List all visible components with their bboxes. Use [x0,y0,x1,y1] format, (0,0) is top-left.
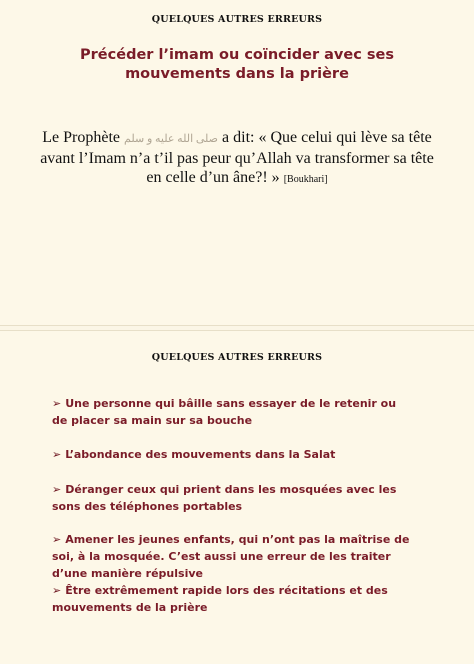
quote-body: a dit: « Que celui qui lève sa tête avant l’Imam n’a t’il pas peur qu’Allah va transformer sa tête en celle d’un âne?! » [40,129,434,186]
list-item-text: Être extrêmement rapide lors des récitations et des mouvements de la prière [52,584,388,614]
arrow-bullet-icon: ➢ [52,533,62,546]
list-item-text: L’abondance des mouvements dans la Salat [65,448,336,461]
list-item [52,395,414,429]
hadith-quote [40,128,434,189]
list-item [52,582,414,616]
slide-1-title: Précéder l’imam ou coïncider avec ses mouvements dans la prière [80,47,394,82]
slide-1 [0,0,474,326]
list-item [52,531,414,582]
list-item [52,481,414,515]
arrow-bullet-icon: ➢ [52,448,62,461]
slide-1-header: QUELQUES AUTRES ERREURS [151,14,323,25]
slide-2 [0,330,474,664]
list-item-text: Amener les jeunes enfants, qui n’ont pas la maîtrise de soi, à la mosquée. C’est aussi une erreur de les traiter d’une manière répulsive [52,533,410,580]
arabic-honorific: صلى الله عليه و سلم [124,133,219,145]
arrow-bullet-icon: ➢ [52,483,62,496]
list-item-text: Une personne qui bâille sans essayer de le retenir ou de placer sa main sur sa bouche [52,397,397,427]
list-item-text: Déranger ceux qui prient dans les mosquées avec les sons des téléphones portables [52,483,397,513]
arrow-bullet-icon: ➢ [52,397,62,410]
slide-2-header: QUELQUES AUTRES ERREURS [151,352,323,363]
quote-lead: Le Prophète [42,129,121,146]
quote-reference: [Boukhari] [283,174,328,185]
arrow-bullet-icon: ➢ [52,584,62,597]
list-item [52,446,414,463]
